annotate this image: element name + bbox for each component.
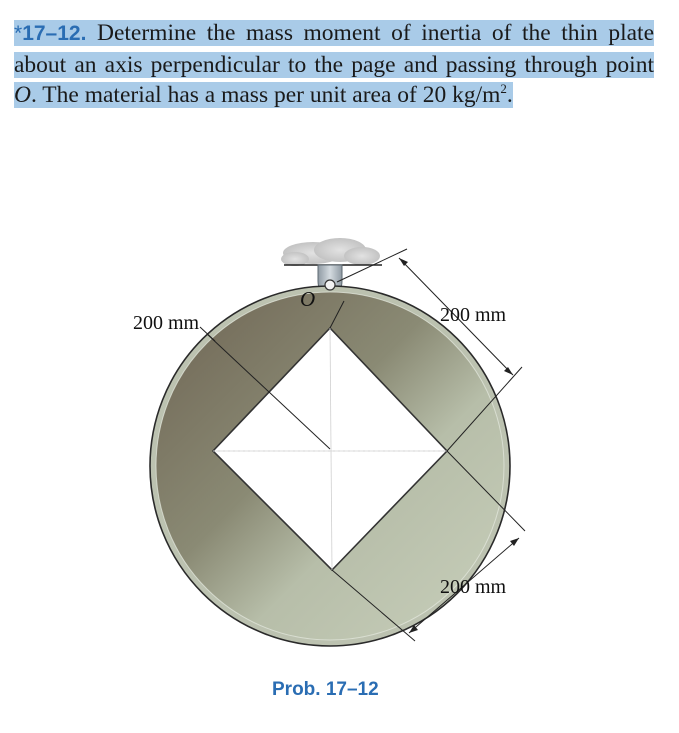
problem-statement: *17–12. Determine the mass moment of inertia of the thin plate about an axis perpendicular to the page and passing through point O. The material has a mass per unit area of 20 $kg/m^2$. xyxy=(14,20,654,108)
radius-label: 200 mm xyxy=(133,312,200,334)
fixed-support xyxy=(281,238,382,266)
top-side-label: 200 mm xyxy=(440,304,507,326)
problem-text-2: . The material has a mass per unit area of 20 kg/m xyxy=(30,82,501,108)
pivot-label: O xyxy=(300,287,316,311)
figure-caption: Prob. 17–12 xyxy=(272,679,379,700)
point-o: O xyxy=(14,82,31,108)
pivot-pin xyxy=(325,280,335,290)
problem-text-1: Determine the mass moment of inertia of the thin plate about an axis perpendicular to the page and passing through point xyxy=(14,20,654,78)
problem-number: *17–12. xyxy=(14,22,87,45)
exponent: 2 xyxy=(500,81,507,97)
bottom-side-label: 200 mm xyxy=(440,576,507,598)
